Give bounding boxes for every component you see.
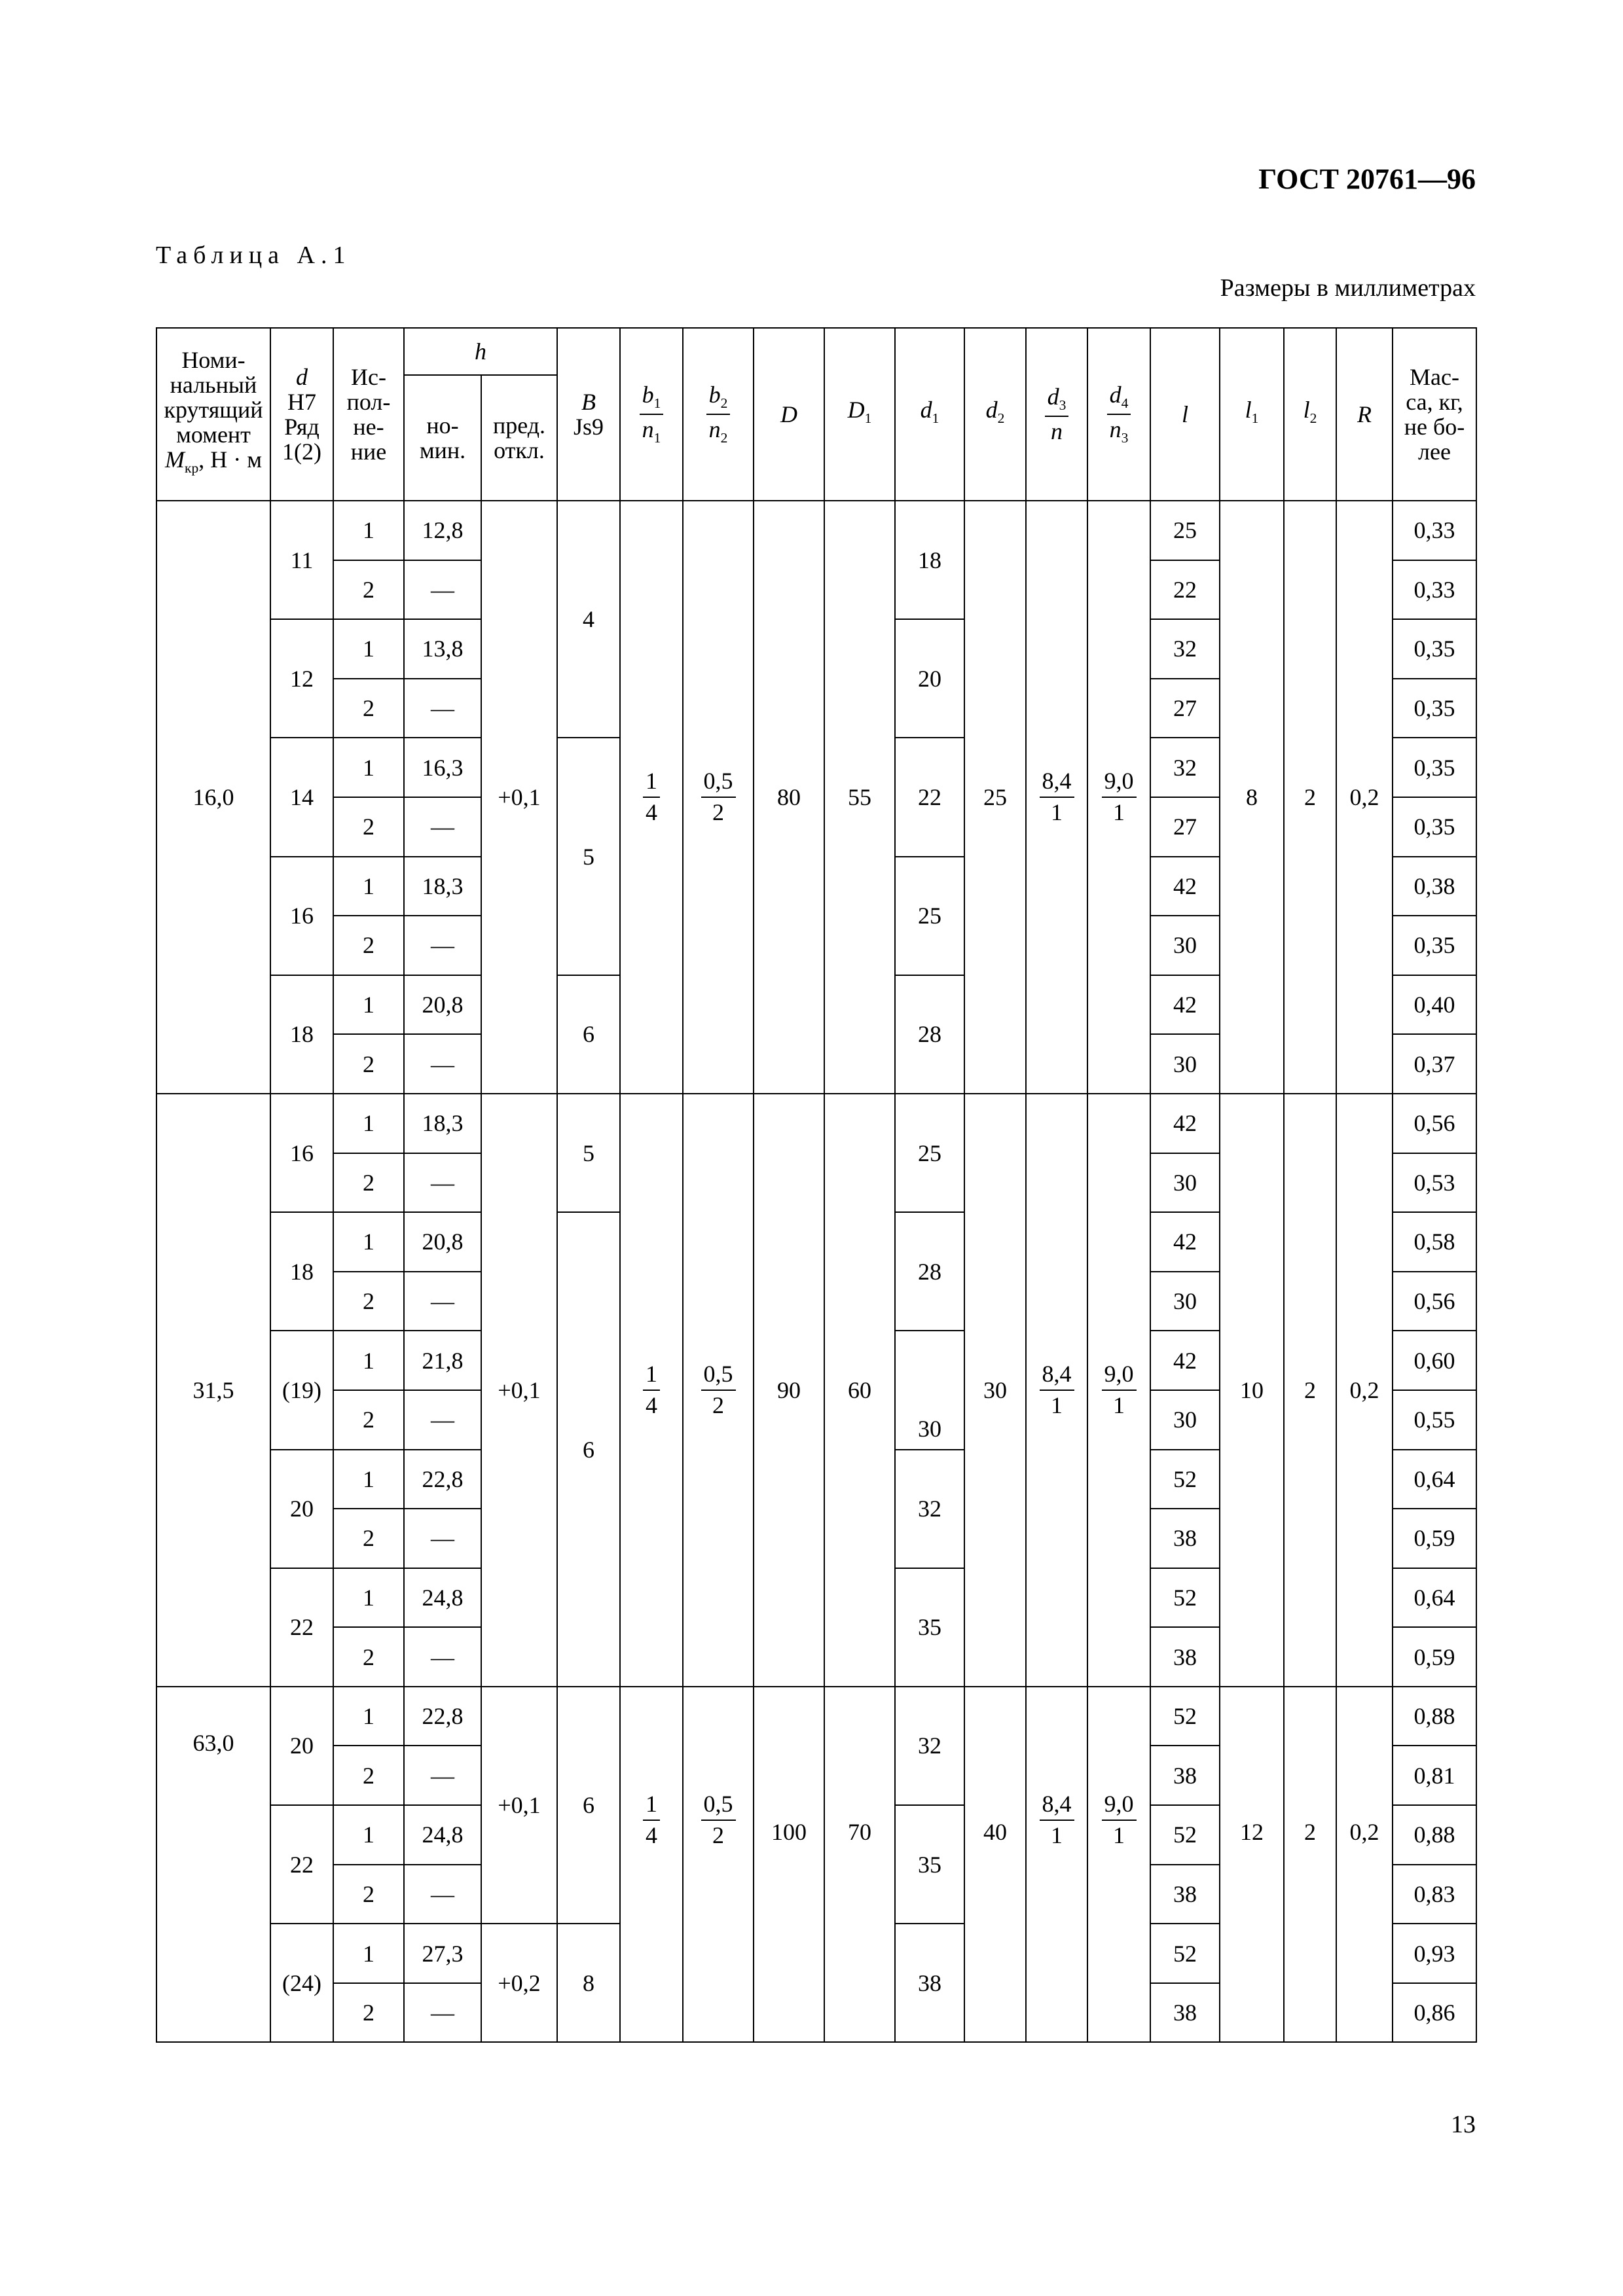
d1-cell: 22: [895, 738, 964, 856]
h-cell: 12,8: [404, 501, 481, 560]
standard-number: ГОСТ 20761—96: [1258, 163, 1476, 195]
h-cell: —: [404, 1983, 481, 2043]
header-torque: Номи- нальный крутящий момент $M_{кр}$, Н · м: [156, 328, 270, 501]
d2-cell: 40: [964, 1687, 1026, 2043]
l-cell: 42: [1150, 1331, 1220, 1390]
l1-cell: 10: [1220, 1094, 1284, 1687]
version-cell: 1: [333, 738, 404, 797]
h-cell: 24,8: [404, 1805, 481, 1865]
h-cell: 27,3: [404, 1924, 481, 1983]
h-tol-cell: +0,1: [481, 1687, 557, 1924]
l-cell: 38: [1150, 1627, 1220, 1687]
header-B: B Js9: [557, 328, 620, 501]
l-cell: 38: [1150, 1509, 1220, 1568]
l-cell: 32: [1150, 619, 1220, 679]
h-cell: —: [404, 560, 481, 620]
D1-cell: 70: [824, 1687, 895, 2043]
l-cell: 32: [1150, 738, 1220, 797]
d1-cell: 32: [895, 1450, 964, 1568]
torque-cell: 31,5: [156, 1094, 270, 1687]
h-cell: 24,8: [404, 1568, 481, 1628]
version-cell: 2: [333, 1509, 404, 1568]
version-cell: 2: [333, 1983, 404, 2043]
h-cell: —: [404, 1509, 481, 1568]
version-cell: 1: [333, 975, 404, 1035]
l-cell: 30: [1150, 1390, 1220, 1450]
d1-cell: 25: [895, 857, 964, 975]
d-cell: 16: [270, 1094, 333, 1212]
d-cell: 12: [270, 619, 333, 738]
mass-cell: 0,93: [1393, 1924, 1476, 1983]
d-cell: 20: [270, 1450, 333, 1568]
d3-n-cell: $\frac{8,4}{1}$: [1026, 501, 1087, 1094]
d1-cell: 38: [895, 1924, 964, 2042]
h-cell: —: [404, 679, 481, 738]
table-caption: Таблица А.1: [156, 242, 352, 269]
h-tol-cell: +0,2: [481, 1924, 557, 2042]
d1-cell: 30: [895, 1331, 964, 1449]
mass-cell: 0,33: [1393, 560, 1476, 620]
b2-n2-cell: $\frac{0,5}{2}$: [683, 501, 754, 1094]
h-cell: —: [404, 1865, 481, 1924]
mass-cell: 0,37: [1393, 1034, 1476, 1094]
l-cell: 52: [1150, 1805, 1220, 1865]
version-cell: 2: [333, 797, 404, 857]
header-mass: Мас- са, кг, не бо- лее: [1393, 328, 1476, 501]
d1-cell: 18: [895, 501, 964, 619]
header-d2: $d_2$: [964, 328, 1026, 501]
l-cell: 52: [1150, 1687, 1220, 1746]
mass-cell: 0,83: [1393, 1865, 1476, 1924]
d1-cell: 35: [895, 1568, 964, 1687]
version-cell: 2: [333, 1390, 404, 1450]
d-cell: 22: [270, 1805, 333, 1924]
h-cell: —: [404, 1746, 481, 1805]
h-cell: —: [404, 1272, 481, 1331]
h-cell: —: [404, 1153, 481, 1213]
l2-cell: 2: [1284, 1094, 1336, 1687]
d-cell: 22: [270, 1568, 333, 1687]
header-l1: $l_1$: [1220, 328, 1284, 501]
l-cell: 38: [1150, 1746, 1220, 1805]
version-cell: 2: [333, 560, 404, 620]
l-cell: 30: [1150, 916, 1220, 975]
b1-n1-cell: $\frac{1}{4}$: [620, 1094, 683, 1687]
d4-n3-cell: $\frac{9,0}{1}$: [1087, 501, 1150, 1094]
d2-cell: 25: [964, 501, 1026, 1094]
d2-cell: 30: [964, 1094, 1026, 1687]
l-cell: 27: [1150, 679, 1220, 738]
dimensions-table: [156, 327, 1477, 2043]
h-cell: —: [404, 797, 481, 857]
l-cell: 27: [1150, 797, 1220, 857]
mass-cell: 0,40: [1393, 975, 1476, 1035]
mass-cell: 0,56: [1393, 1272, 1476, 1331]
D1-cell: 60: [824, 1094, 895, 1687]
d1-cell: 20: [895, 619, 964, 738]
h-cell: —: [404, 1034, 481, 1094]
d-cell: 20: [270, 1687, 333, 1805]
d4-n3-cell: $\frac{9,0}{1}$: [1087, 1094, 1150, 1687]
mass-cell: 0,35: [1393, 797, 1476, 857]
mass-cell: 0,88: [1393, 1687, 1476, 1746]
mass-cell: 0,38: [1393, 857, 1476, 916]
B-cell: 6: [557, 1687, 620, 1924]
mass-cell: 0,35: [1393, 679, 1476, 738]
l-cell: 42: [1150, 975, 1220, 1035]
l-cell: 30: [1150, 1034, 1220, 1094]
table-row: [156, 1094, 1476, 1153]
D1-cell: 55: [824, 501, 895, 1094]
d1-cell: 28: [895, 975, 964, 1094]
version-cell: 1: [333, 501, 404, 560]
d-cell: 18: [270, 1212, 333, 1331]
header-d3-n: $\frac{d_3}{n}$: [1026, 328, 1087, 501]
d3-n-cell: $\frac{8,4}{1}$: [1026, 1687, 1087, 2043]
h-cell: 18,3: [404, 857, 481, 916]
mass-cell: 0,53: [1393, 1153, 1476, 1213]
version-cell: 2: [333, 1034, 404, 1094]
header-l2: $l_2$: [1284, 328, 1336, 501]
version-cell: 1: [333, 1687, 404, 1746]
mass-cell: 0,81: [1393, 1746, 1476, 1805]
B-cell: 4: [557, 501, 620, 738]
l-cell: 38: [1150, 1865, 1220, 1924]
mass-cell: 0,59: [1393, 1627, 1476, 1687]
version-cell: 2: [333, 1153, 404, 1213]
mass-cell: 0,55: [1393, 1390, 1476, 1450]
B-cell: 8: [557, 1924, 620, 2042]
version-cell: 2: [333, 1865, 404, 1924]
version-cell: 1: [333, 1331, 404, 1390]
table-row: [156, 501, 1476, 560]
version-cell: 1: [333, 1805, 404, 1865]
d-cell: 14: [270, 738, 333, 856]
h-cell: 20,8: [404, 1212, 481, 1272]
header-d: d H7 Ряд 1(2): [270, 328, 333, 501]
header-d1: $d_1$: [895, 328, 964, 501]
mass-cell: 0,56: [1393, 1094, 1476, 1153]
d-cell: 16: [270, 857, 333, 975]
B-cell: 6: [557, 975, 620, 1094]
b2-n2-cell: $\frac{0,5}{2}$: [683, 1687, 754, 2043]
d3-n-cell: $\frac{8,4}{1}$: [1026, 1094, 1087, 1687]
mass-cell: 0,35: [1393, 916, 1476, 975]
B-cell: 6: [557, 1212, 620, 1687]
l-cell: 42: [1150, 1094, 1220, 1153]
R-cell: 0,2: [1336, 1687, 1393, 2043]
header-h-nominal: но- мин.: [404, 375, 481, 501]
version-cell: 2: [333, 1627, 404, 1687]
D-cell: 80: [754, 501, 824, 1094]
version-cell: 1: [333, 857, 404, 916]
R-cell: 0,2: [1336, 501, 1393, 1094]
h-cell: 22,8: [404, 1687, 481, 1746]
d-cell: 11: [270, 501, 333, 619]
l-cell: 30: [1150, 1272, 1220, 1331]
h-cell: —: [404, 1627, 481, 1687]
mass-cell: 0,64: [1393, 1450, 1476, 1509]
l-cell: 38: [1150, 1983, 1220, 2043]
R-cell: 0,2: [1336, 1094, 1393, 1687]
l2-cell: 2: [1284, 1687, 1336, 2043]
h-tol-cell: +0,1: [481, 1094, 557, 1687]
version-cell: 2: [333, 1746, 404, 1805]
header-b1-n1: $\frac{b_1}{n_1}$: [620, 328, 683, 501]
d1-cell: 25: [895, 1094, 964, 1212]
d-cell: (24): [270, 1924, 333, 2042]
mass-cell: 0,64: [1393, 1568, 1476, 1628]
version-cell: 2: [333, 916, 404, 975]
header-D1: $D_1$: [824, 328, 895, 501]
h-cell: —: [404, 916, 481, 975]
l-cell: 52: [1150, 1568, 1220, 1628]
D-cell: 100: [754, 1687, 824, 2043]
D-cell: 90: [754, 1094, 824, 1687]
mass-cell: 0,86: [1393, 1983, 1476, 2043]
l-cell: 30: [1150, 1153, 1220, 1213]
page-number: 13: [1451, 2111, 1476, 2138]
header-b2-n2: $\frac{b_2}{n_2}$: [683, 328, 754, 501]
l1-cell: 8: [1220, 501, 1284, 1094]
version-cell: 1: [333, 619, 404, 679]
d-cell: 18: [270, 975, 333, 1094]
h-cell: 16,3: [404, 738, 481, 797]
header-R: R: [1336, 328, 1393, 501]
mass-cell: 0,35: [1393, 619, 1476, 679]
l2-cell: 2: [1284, 501, 1336, 1094]
mass-cell: 0,60: [1393, 1331, 1476, 1390]
h-cell: 22,8: [404, 1450, 481, 1509]
mass-cell: 0,33: [1393, 501, 1476, 560]
d-cell: (19): [270, 1331, 333, 1449]
l-cell: 42: [1150, 1212, 1220, 1272]
header-h-tolerance: пред. откл.: [481, 375, 557, 501]
l-cell: 52: [1150, 1924, 1220, 1983]
mass-cell: 0,58: [1393, 1212, 1476, 1272]
version-cell: 1: [333, 1212, 404, 1272]
h-cell: 18,3: [404, 1094, 481, 1153]
version-cell: 2: [333, 679, 404, 738]
torque-cell: 63,0: [156, 1687, 270, 2043]
h-tol-cell: +0,1: [481, 501, 557, 1094]
version-cell: 1: [333, 1568, 404, 1628]
header-version: Ис- пол- не- ние: [333, 328, 404, 501]
b1-n1-cell: $\frac{1}{4}$: [620, 501, 683, 1094]
h-cell: 20,8: [404, 975, 481, 1035]
B-cell: 5: [557, 738, 620, 975]
l1-cell: 12: [1220, 1687, 1284, 2043]
d4-n3-cell: $\frac{9,0}{1}$: [1087, 1687, 1150, 2043]
l-cell: 42: [1150, 857, 1220, 916]
version-cell: 1: [333, 1924, 404, 1983]
units-note: Размеры в миллиметрах: [1220, 274, 1476, 302]
d1-cell: 35: [895, 1805, 964, 1924]
version-cell: 1: [333, 1094, 404, 1153]
l-cell: 22: [1150, 560, 1220, 620]
d1-cell: 32: [895, 1687, 964, 1805]
version-cell: 2: [333, 1272, 404, 1331]
b2-n2-cell: $\frac{0,5}{2}$: [683, 1094, 754, 1687]
header-d4-n3: $\frac{d_4}{n_3}$: [1087, 328, 1150, 501]
header-l: l: [1150, 328, 1220, 501]
B-cell: 5: [557, 1094, 620, 1212]
mass-cell: 0,35: [1393, 738, 1476, 797]
mass-cell: 0,59: [1393, 1509, 1476, 1568]
l-cell: 25: [1150, 501, 1220, 560]
mass-cell: 0,88: [1393, 1805, 1476, 1865]
b1-n1-cell: $\frac{1}{4}$: [620, 1687, 683, 2043]
header-h: h: [404, 328, 557, 375]
d1-cell: 28: [895, 1212, 964, 1331]
l-cell: 52: [1150, 1450, 1220, 1509]
h-cell: —: [404, 1390, 481, 1450]
header-D: D: [754, 328, 824, 501]
version-cell: 1: [333, 1450, 404, 1509]
table-row: [156, 1687, 1476, 1746]
h-cell: 13,8: [404, 619, 481, 679]
torque-cell: 16,0: [156, 501, 270, 1094]
h-cell: 21,8: [404, 1331, 481, 1390]
